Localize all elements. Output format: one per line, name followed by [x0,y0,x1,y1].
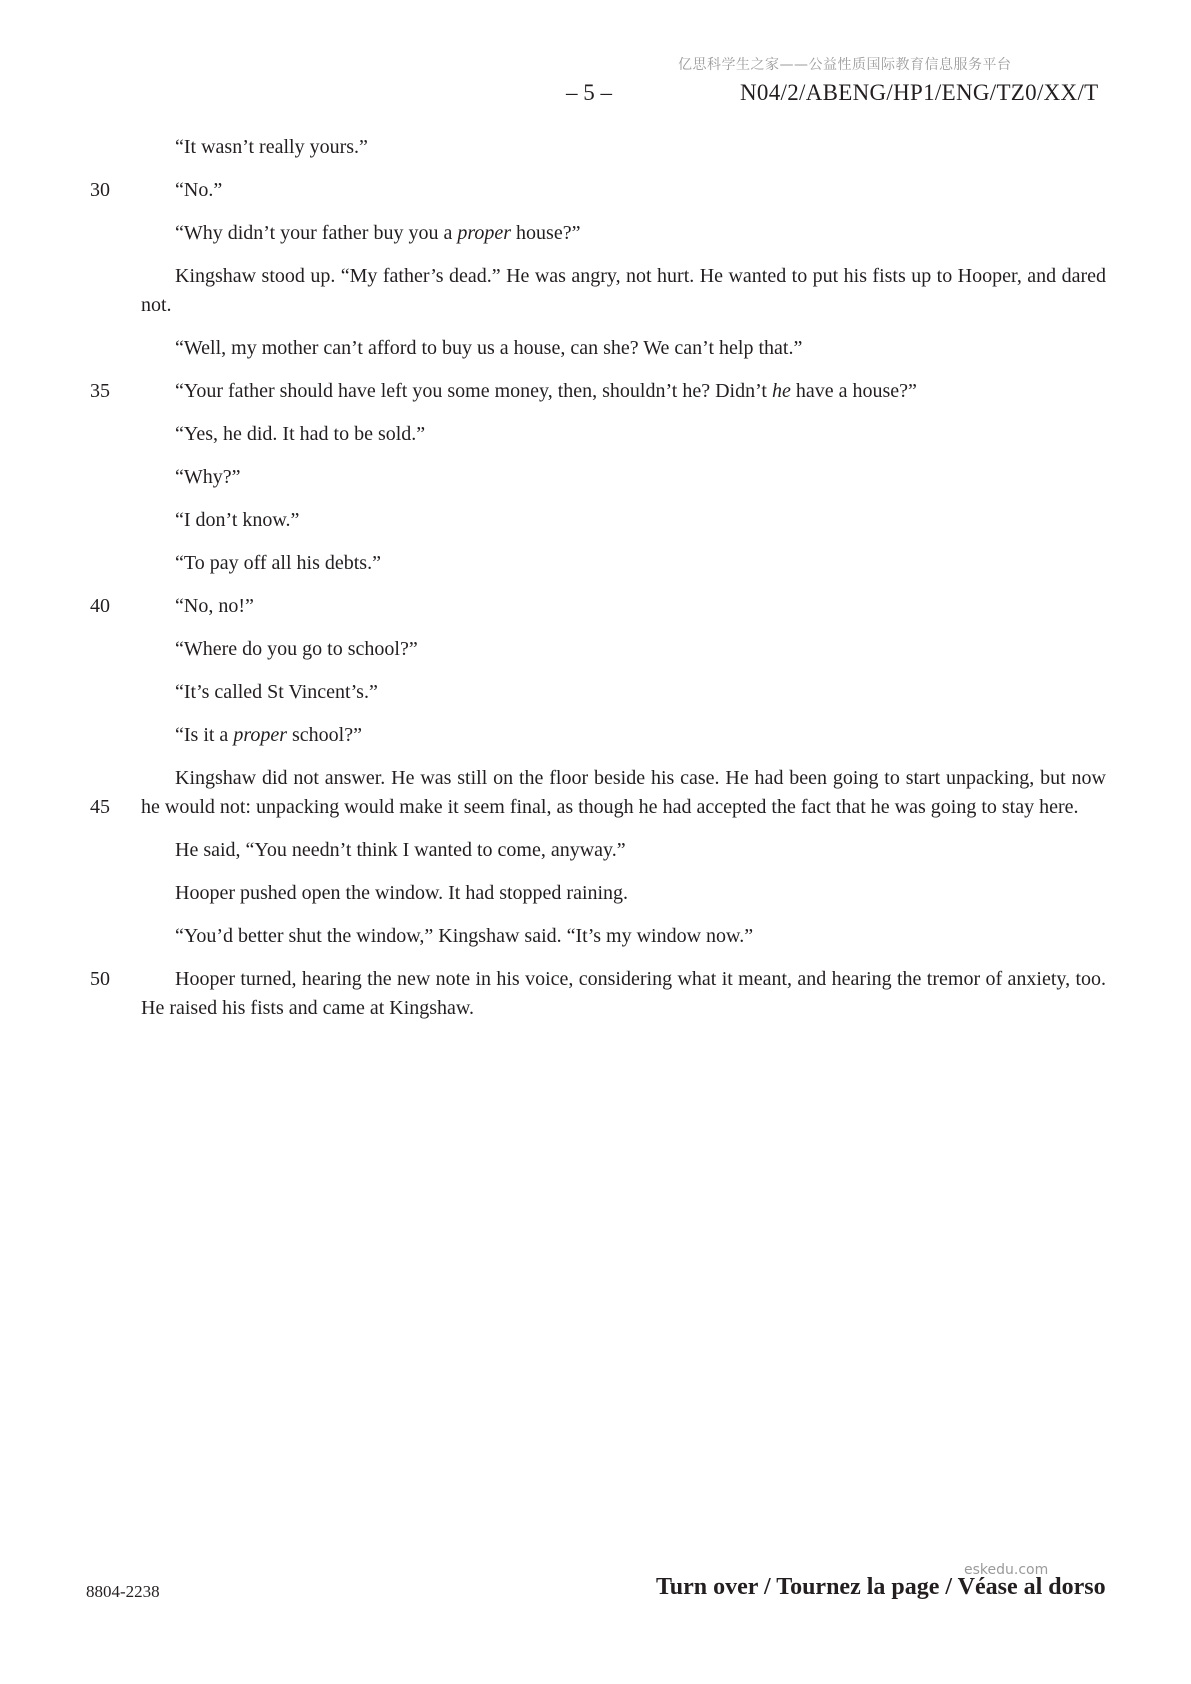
line-number: 50 [90,968,110,990]
paragraph-text: “Your father should have left you some money, then, shouldn’t he? Didn’t [175,380,772,402]
italic-emphasis: he [771,380,791,402]
paragraph-text: “No.” [175,179,223,201]
passage-paragraph [141,836,1106,865]
passage-paragraph [90,965,1106,1023]
line-number: 35 [90,380,110,402]
passage-paragraph [141,262,1106,320]
paragraph-text: “Is it a [175,724,234,746]
passage-paragraph [90,377,1106,406]
paragraph-text-tail: school?” [287,724,362,746]
paragraph-text: “It’s called St Vincent’s.” [175,681,378,703]
paragraph-text: “Yes, he did. It had to be sold.” [175,423,426,445]
passage-paragraph [90,176,1106,205]
paragraph-text: “I don’t know.” [175,509,300,531]
paragraph-text-tail: have a house?” [790,380,917,402]
passage-paragraph [141,721,1106,750]
line-number: 45 [90,796,110,818]
line-number: 30 [90,179,110,201]
passage-paragraph [141,219,1106,248]
paragraph-text: “Well, my mother can’t afford to buy us a house, can she? We can’t help that.” [175,337,803,359]
paragraph-text: “Where do you go to school?” [175,638,418,660]
passage-paragraph [90,592,1106,621]
paragraph-text-tail: house?” [511,222,581,244]
paragraph-text: Hooper pushed open the window. It had stopped raining. [175,882,629,904]
paragraph-text: Kingshaw stood up. “My father’s dead.” He was angry, not hurt. He wanted to put his fists up to Hooper, and dared not. [141,265,1106,316]
passage-paragraph [141,463,1106,492]
paragraph-text: He said, “You needn’t think I wanted to come, anyway.” [175,839,626,861]
page-number: – 5 – [566,80,612,105]
paragraph-text: Hooper turned, hearing the new note in his voice, considering what it meant, and hearing the tremor of anxiety, too. He raised his fists and came at Kingshaw. [141,968,1106,1019]
paragraph-text: “To pay off all his debts.” [175,552,381,574]
passage-paragraph [141,879,1106,908]
italic-emphasis: proper [233,724,288,746]
paragraph-text: “No, no!” [175,595,254,617]
footer-code: 8804-2238 [86,1582,160,1601]
paragraph-text: “You’d better shut the window,” Kingshaw said. “It’s my window now.” [175,925,754,947]
turn-over-note: Turn over / Tournez la page / Véase al dorso [656,1574,1106,1600]
paragraph-text: “Why?” [175,466,241,488]
paragraph-text: “Why didn’t your father buy you a [175,222,458,244]
paragraph-text: “It wasn’t really yours.” [175,136,368,158]
passage-body [0,133,1191,1037]
passage-paragraph [90,764,1106,822]
document-code: N04/2/ABENG/HP1/ENG/TZ0/XX/T [740,80,1099,105]
top-watermark: 亿思科学生之家——公益性质国际教育信息服务平台 [678,57,1012,73]
paragraph-text: Kingshaw did not answer. He was still on the floor beside his case. He had been going to start unpacking, but now he would not: unpacking would make it seem final, as though he had accepted the fact that he was going to stay here. [141,767,1106,818]
line-number: 40 [90,595,110,617]
passage-paragraph [141,922,1106,951]
passage-paragraph [141,334,1106,363]
passage-paragraph [141,678,1106,707]
italic-emphasis: proper [457,222,512,244]
passage-paragraph [141,420,1106,449]
passage-paragraph [141,133,1106,162]
passage-paragraph [141,549,1106,578]
passage-paragraph [141,506,1106,535]
passage-paragraph [141,635,1106,664]
bottom-watermark: eskedu.com [964,1562,1049,1578]
